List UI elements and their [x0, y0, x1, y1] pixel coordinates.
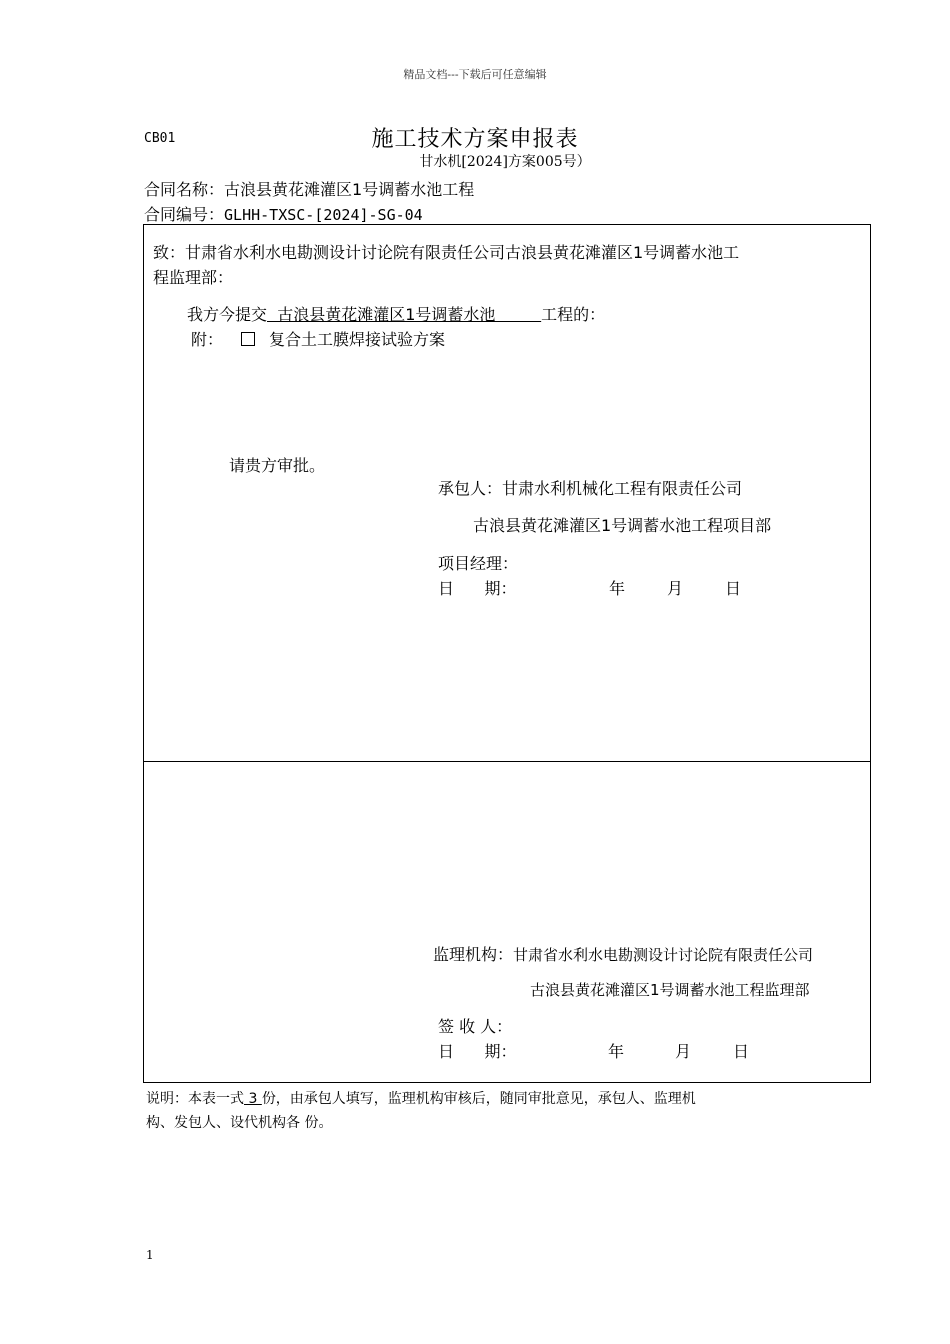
supervisor-label: 监理机构： — [433, 945, 514, 964]
receiver-label: 签 收 人： — [438, 1017, 513, 1036]
submit-line — [187, 302, 605, 325]
date-day-1: 日 — [725, 579, 742, 598]
contractor-line — [438, 476, 742, 499]
submit-project: 古浪县黄花滩灌区1号调蓄水池 — [267, 305, 542, 324]
page-title: 施工技术方案申报表 — [371, 127, 579, 152]
attachment-item: 复合土工膜焊接试验方案 — [269, 330, 446, 349]
note-line-1 — [146, 1088, 696, 1108]
date-month-1: 月 — [667, 579, 684, 598]
addressee-line-2: 程监理部： — [153, 268, 234, 287]
date-day-2: 日 — [733, 1042, 750, 1061]
form-code: CB01 — [144, 131, 176, 146]
note-line-2: 构、发包人、设代机构各 份。 — [146, 1115, 333, 1131]
submit-prefix: 我方今提交 — [187, 305, 268, 324]
contract-number-row — [144, 202, 423, 225]
date-month-2: 月 — [675, 1042, 692, 1061]
supervisor-name: 甘肃省水利水电勘测设计讨论院有限责任公司 — [513, 946, 814, 964]
attachment-line — [191, 327, 445, 350]
contract-number-value: GLHH-TXSC-[2024]-SG-04 — [224, 206, 423, 224]
date-year-1: 年 — [609, 579, 626, 598]
page-number: 1 — [146, 1248, 154, 1262]
submit-suffix: 工程的： — [541, 305, 606, 324]
date-label-1: 日 期： — [438, 579, 517, 598]
contract-name-value: 古浪县黄花滩灌区1号调蓄水池工程 — [224, 180, 475, 199]
addressee-line-1: 致：甘肃省水利水电勘测设计讨论院有限责任公司古浪县黄花滩灌区1号调蓄水池工 — [153, 243, 740, 262]
contractor-name: 甘肃水利机械化工程有限责任公司 — [502, 479, 743, 498]
note-prefix: 说明：本表一式 — [146, 1091, 244, 1107]
contractor-dept: 古浪县黄花滩灌区1号调蓄水池工程项目部 — [473, 516, 772, 535]
date-label-2: 日 期： — [438, 1042, 517, 1061]
supervisor-dept: 古浪县黄花滩灌区1号调蓄水池工程监理部 — [530, 981, 810, 999]
document-number: 甘水机[2024]方案005号） — [419, 154, 591, 170]
contract-number-label: 合同编号： — [144, 205, 225, 224]
date-year-2: 年 — [608, 1042, 625, 1061]
contract-name-row — [144, 177, 474, 200]
request-text: 请贵方审批。 — [229, 456, 326, 475]
attachment-label: 附： — [191, 330, 224, 349]
header-note: 精品文档---下载后可任意编辑 — [403, 68, 547, 81]
project-manager-label: 项目经理： — [438, 554, 519, 573]
contract-name-label: 合同名称： — [144, 180, 225, 199]
contractor-label: 承包人： — [438, 479, 503, 498]
attachment-checkbox[interactable] — [241, 332, 255, 346]
note-suffix: 份，由承包人填写，监理机构审核后，随同审批意见，承包人、监理机 — [261, 1091, 696, 1107]
supervisor-line — [433, 942, 813, 965]
note-copies: 3 — [244, 1091, 262, 1107]
